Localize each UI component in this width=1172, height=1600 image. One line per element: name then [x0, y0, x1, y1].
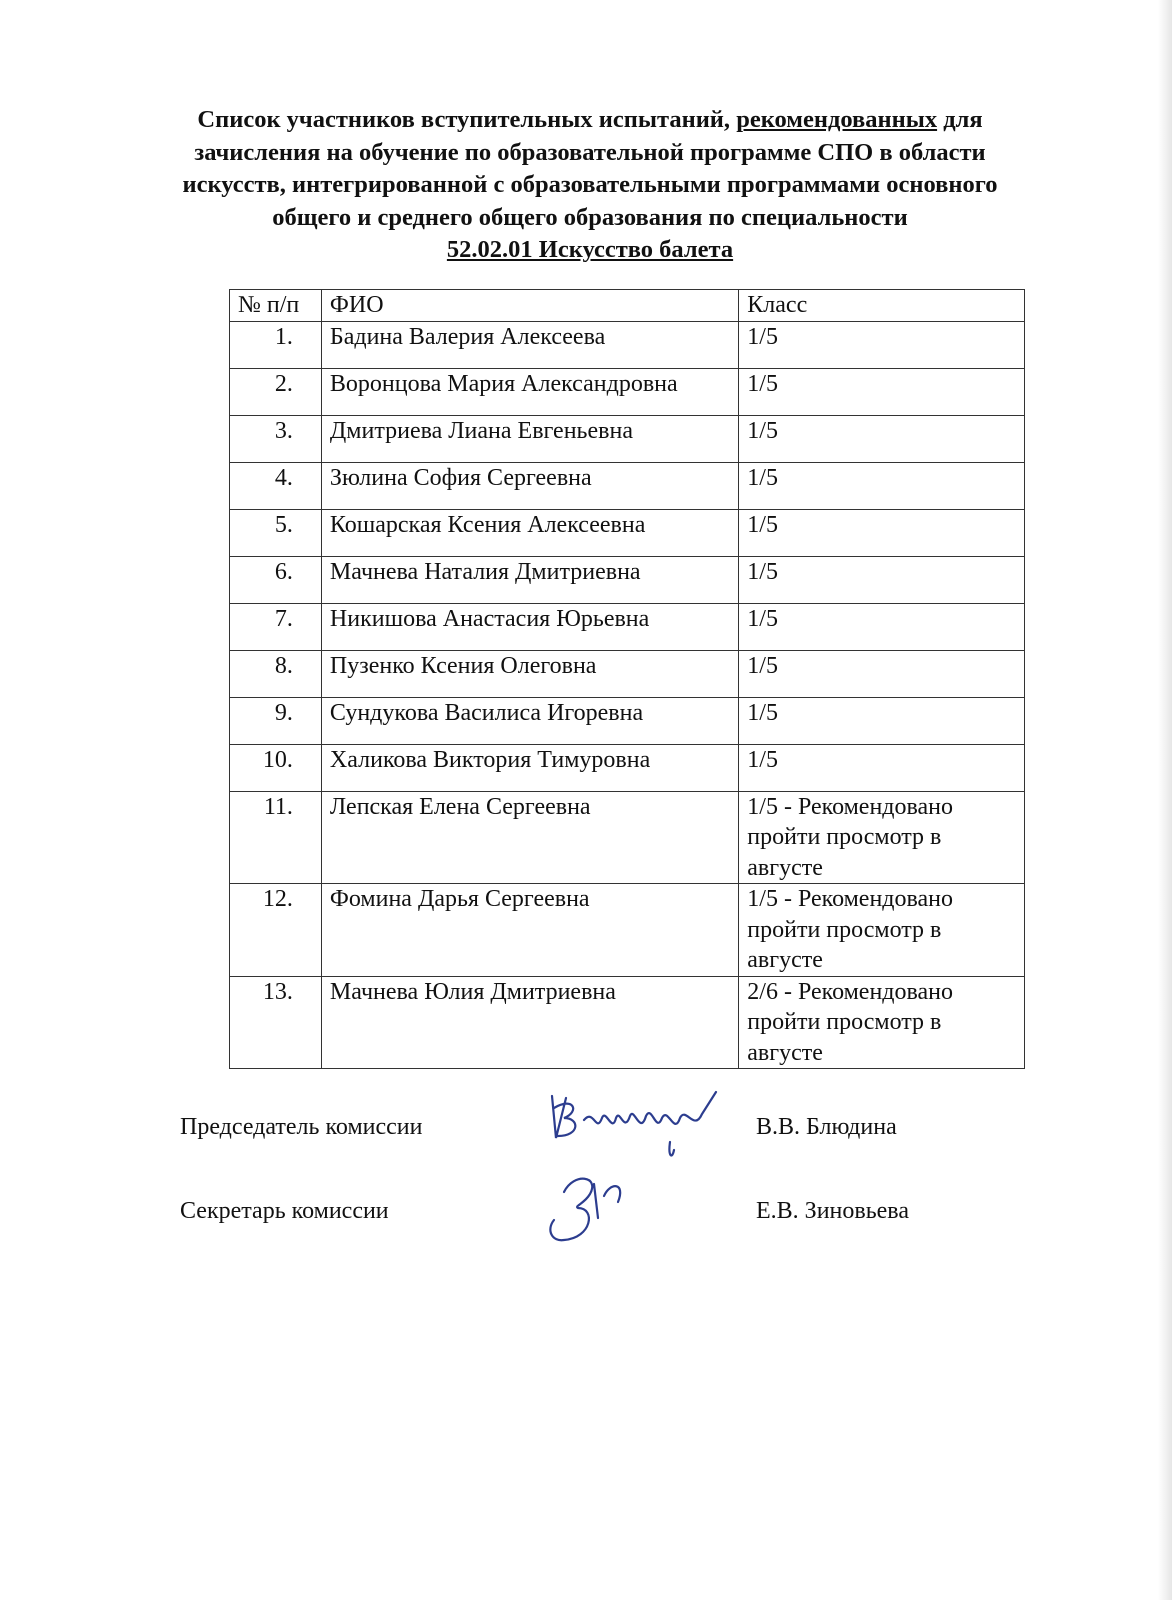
table-row — [230, 603, 1025, 650]
table-header-row — [230, 290, 1025, 322]
row-number: 7. — [230, 603, 322, 650]
chair-signature-image — [544, 1078, 744, 1162]
row-class: 1/5 — [739, 462, 1025, 509]
participants-table — [229, 289, 1025, 1069]
row-number: 9. — [230, 697, 322, 744]
row-name: Воронцова Мария Александровна — [321, 368, 738, 415]
row-name: Халикова Виктория Тимуровна — [321, 744, 738, 791]
table-row — [230, 976, 1025, 1069]
row-name: Сундукова Василиса Игоревна — [321, 697, 738, 744]
table-row — [230, 509, 1025, 556]
row-number: 1. — [230, 321, 322, 368]
secretary-signature-image — [534, 1162, 644, 1258]
table-row — [230, 884, 1025, 977]
row-name: Лепская Елена Сергеевна — [321, 791, 738, 884]
row-class: 1/5 — [739, 321, 1025, 368]
header-number: № п/п — [230, 290, 322, 322]
row-number: 3. — [230, 415, 322, 462]
table-row — [230, 744, 1025, 791]
row-class: 2/6 - Рекомендовано пройти просмотр в августе — [739, 976, 1025, 1069]
row-name: Пузенко Ксения Олеговна — [321, 650, 738, 697]
table-row — [230, 697, 1025, 744]
scan-edge-shadow — [1158, 0, 1172, 1600]
table-row — [230, 462, 1025, 509]
row-name: Мачнева Юлия Дмитриевна — [321, 976, 738, 1069]
row-number: 6. — [230, 556, 322, 603]
table-row — [230, 321, 1025, 368]
chair-name: В.В. Блюдина — [756, 1114, 897, 1140]
table-row — [230, 415, 1025, 462]
row-name: Фомина Дарья Сергеевна — [321, 884, 738, 977]
row-class: 1/5 - Рекомендовано пройти просмотр в августе — [739, 791, 1025, 884]
row-number: 5. — [230, 509, 322, 556]
row-class: 1/5 — [739, 603, 1025, 650]
row-class: 1/5 - Рекомендовано пройти просмотр в августе — [739, 884, 1025, 977]
row-number: 8. — [230, 650, 322, 697]
row-class: 1/5 — [739, 697, 1025, 744]
row-class: 1/5 — [739, 509, 1025, 556]
row-number: 13. — [230, 976, 322, 1069]
row-name: Кошарская Ксения Алексеевна — [321, 509, 738, 556]
row-class: 1/5 — [739, 415, 1025, 462]
row-name: Бадина Валерия Алексеева — [321, 321, 738, 368]
header-class: Класс — [739, 290, 1025, 322]
table-row — [230, 650, 1025, 697]
row-number: 10. — [230, 744, 322, 791]
row-number: 2. — [230, 368, 322, 415]
row-name: Дмитриева Лиана Евгеньевна — [321, 415, 738, 462]
row-name: Зюлина София Сергеевна — [321, 462, 738, 509]
chair-label: Председатель комиссии — [180, 1114, 423, 1140]
row-class: 1/5 — [739, 744, 1025, 791]
row-name: Мачнева Наталия Дмитриевна — [321, 556, 738, 603]
table-row — [230, 368, 1025, 415]
row-number: 4. — [230, 462, 322, 509]
row-number: 12. — [230, 884, 322, 977]
row-number: 11. — [230, 791, 322, 884]
row-name: Никишова Анастасия Юрьевна — [321, 603, 738, 650]
title-underlined-word: рекомендованных — [736, 106, 938, 133]
document-title: Список участников вступительных испытаний, рекомендованных для зачисления на обучение по образовательной программе СПО в области искусств, интегрированной с образовательными программами основного общего и среднего общего образования по специальности 52.02.01 Искусство балета — [182, 106, 998, 264]
row-class: 1/5 — [739, 650, 1025, 697]
header-name: ФИО — [321, 290, 738, 322]
title-specialty: 52.02.01 Искусство балета — [446, 236, 734, 264]
secretary-label: Секретарь комиссии — [180, 1198, 389, 1224]
secretary-name: Е.В. Зиновьева — [756, 1198, 909, 1224]
table-row — [230, 556, 1025, 603]
table-row — [230, 791, 1025, 884]
row-class: 1/5 — [739, 368, 1025, 415]
row-class: 1/5 — [739, 556, 1025, 603]
